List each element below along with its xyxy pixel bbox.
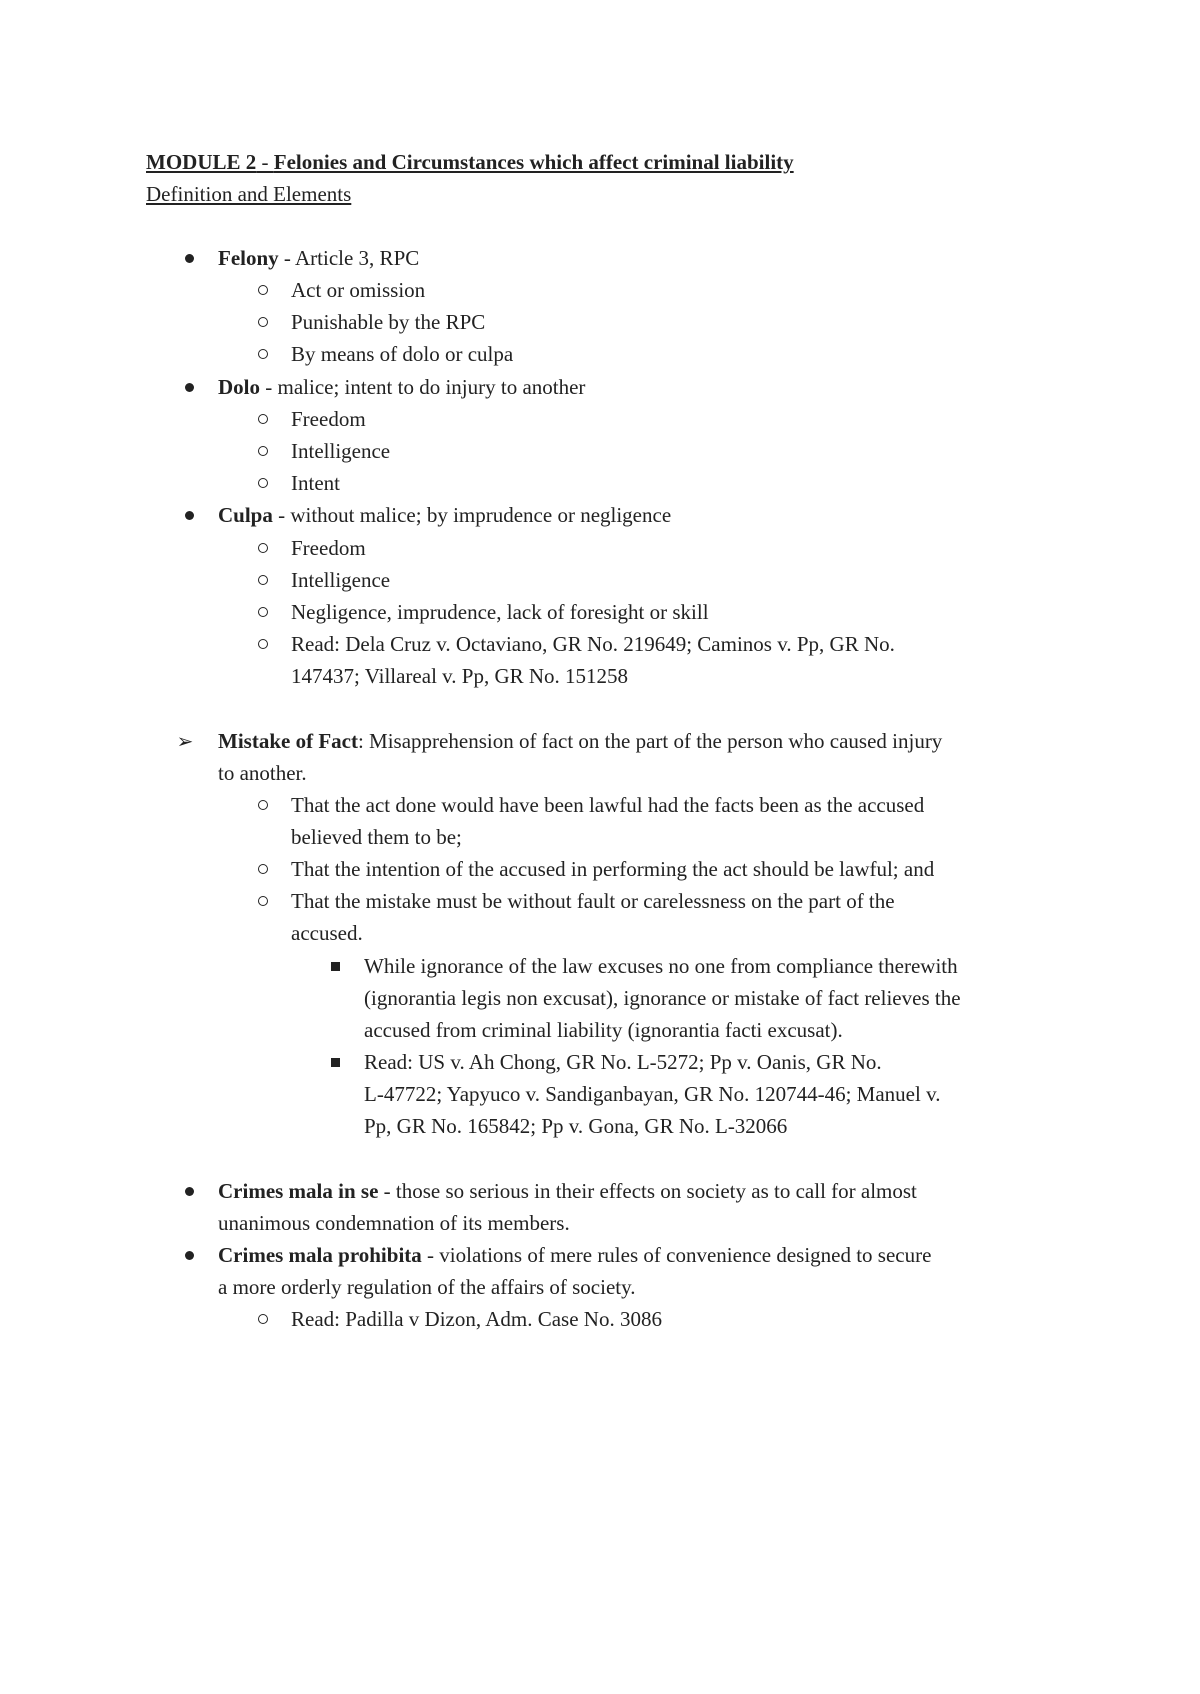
list-item bbox=[0, 853, 1200, 885]
list-item-continuation bbox=[0, 1271, 1200, 1303]
list-item-text: Read: Padilla v Dizon, Adm. Case No. 3086 bbox=[291, 1307, 662, 1331]
list-item-text: Intent bbox=[291, 471, 340, 495]
list-item-mistake-of-fact bbox=[0, 725, 1200, 757]
term-desc: - malice; intent to do injury to another bbox=[260, 375, 586, 399]
list-item-mala-prohibita bbox=[0, 1239, 1200, 1271]
list-item bbox=[0, 628, 1200, 660]
module-topic: Felonies and Circumstances which affect criminal liability bbox=[273, 150, 794, 174]
bullet-circle bbox=[252, 403, 274, 435]
bullet-circle bbox=[252, 1303, 274, 1335]
list-item-text: L-47722; Yapyuco v. Sandiganbayan, GR No. 120744-46; Manuel v. bbox=[364, 1082, 941, 1106]
term-desc: - violations of mere rules of convenience designed to secure bbox=[421, 1243, 932, 1267]
list-item-dolo bbox=[0, 371, 1200, 403]
bullet-circle bbox=[252, 532, 274, 564]
bullet-disc bbox=[178, 499, 200, 531]
list-item-continuation bbox=[0, 1014, 1200, 1046]
list-item-continuation bbox=[0, 917, 1200, 949]
list-item-text: While ignorance of the law excuses no one from compliance therewith bbox=[364, 954, 958, 978]
list-item-text: Act or omission bbox=[291, 278, 426, 302]
term-desc-continued: unanimous condemnation of its members. bbox=[218, 1211, 570, 1235]
bullet-square bbox=[324, 950, 346, 982]
bullet-circle bbox=[252, 596, 274, 628]
list-item-text: That the mistake must be without fault or carelessness on the part of the bbox=[291, 889, 895, 913]
list-item-continuation bbox=[0, 1078, 1200, 1110]
bullet-disc bbox=[178, 371, 200, 403]
list-item-text: Freedom bbox=[291, 536, 366, 560]
list-item bbox=[0, 306, 1200, 338]
list-item bbox=[0, 467, 1200, 499]
bullet-disc bbox=[178, 242, 200, 274]
bullet-circle bbox=[252, 338, 274, 370]
list-item bbox=[0, 885, 1200, 917]
list-item-continuation bbox=[0, 757, 1200, 789]
term-desc: - without malice; by imprudence or negligence bbox=[272, 503, 672, 527]
list-item bbox=[0, 950, 1200, 982]
list-item-text: (ignorantia legis non excusat), ignorance or mistake of fact relieves the bbox=[364, 986, 961, 1010]
list-item-text: Negligence, imprudence, lack of foresight or skill bbox=[291, 600, 709, 624]
list-item-continuation bbox=[0, 1110, 1200, 1142]
list-item bbox=[0, 403, 1200, 435]
list-item bbox=[0, 532, 1200, 564]
bullet-disc bbox=[178, 1239, 200, 1271]
bullet-square bbox=[324, 1046, 346, 1078]
list-item-text: Read: US v. Ah Chong, GR No. L-5272; Pp v. Oanis, GR No. bbox=[364, 1050, 882, 1074]
list-item-text: Freedom bbox=[291, 407, 366, 431]
bullet-circle bbox=[252, 628, 274, 660]
bullet-disc bbox=[178, 1175, 200, 1207]
term-culpa: Culpa bbox=[218, 503, 273, 527]
list-item-text: By means of dolo or culpa bbox=[291, 342, 514, 366]
term-mistake-of-fact: Mistake of Fact bbox=[218, 729, 358, 753]
list-item-continuation bbox=[0, 1207, 1200, 1239]
term-felony: Felony bbox=[218, 246, 279, 270]
list-item-text: Intelligence bbox=[291, 568, 391, 592]
list-item bbox=[0, 435, 1200, 467]
list-item-mala-in-se bbox=[0, 1175, 1200, 1207]
list-item-felony bbox=[0, 242, 1200, 274]
bullet-circle bbox=[252, 467, 274, 499]
list-item-text: accused from criminal liability (ignorantia facti excusat). bbox=[364, 1018, 843, 1042]
list-item-text: That the act done would have been lawful had the facts been as the accused bbox=[291, 793, 925, 817]
term-mala-prohibita: Crimes mala prohibita bbox=[218, 1243, 422, 1267]
bullet-arrow: ➢ bbox=[176, 729, 194, 753]
list-item-culpa bbox=[0, 499, 1200, 531]
term-desc: - Article 3, RPC bbox=[278, 246, 420, 270]
list-item bbox=[0, 274, 1200, 306]
bullet-circle bbox=[252, 435, 274, 467]
list-item bbox=[0, 564, 1200, 596]
bullet-circle bbox=[252, 274, 274, 306]
list-item-continuation bbox=[0, 982, 1200, 1014]
list-item bbox=[0, 789, 1200, 821]
list-item-text: Read: Dela Cruz v. Octaviano, GR No. 219649; Caminos v. Pp, GR No. bbox=[291, 632, 895, 656]
list-item-text: believed them to be; bbox=[291, 825, 462, 849]
list-item-text: accused. bbox=[291, 921, 363, 945]
page-title bbox=[146, 146, 794, 178]
term-desc-continued: to another. bbox=[218, 761, 307, 785]
list-item-text: Pp, GR No. 165842; Pp v. Gona, GR No. L-32066 bbox=[364, 1114, 788, 1138]
bullet-circle bbox=[252, 564, 274, 596]
term-desc: : Misapprehension of fact on the part of the person who caused injury bbox=[357, 729, 943, 753]
list-item-text: That the intention of the accused in performing the act should be lawful; and bbox=[291, 857, 935, 881]
term-desc-continued: a more orderly regulation of the affairs of society. bbox=[218, 1275, 636, 1299]
term-dolo: Dolo bbox=[218, 375, 260, 399]
bullet-circle bbox=[252, 306, 274, 338]
list-item-continuation bbox=[0, 821, 1200, 853]
list-item bbox=[0, 338, 1200, 370]
section-subtitle: Definition and Elements bbox=[146, 182, 352, 206]
module-label: MODULE 2 bbox=[146, 150, 257, 174]
bullet-circle bbox=[252, 853, 274, 885]
list-item-text: 147437; Villareal v. Pp, GR No. 151258 bbox=[291, 664, 629, 688]
term-mala-in-se: Crimes mala in se bbox=[218, 1179, 379, 1203]
title-separator: - bbox=[256, 150, 274, 174]
list-item-continuation bbox=[0, 660, 1200, 692]
list-item bbox=[0, 596, 1200, 628]
bullet-circle bbox=[252, 789, 274, 821]
list-item bbox=[0, 1303, 1200, 1335]
list-item-text: Punishable by the RPC bbox=[291, 310, 486, 334]
bullet-circle bbox=[252, 885, 274, 917]
list-item-text: Intelligence bbox=[291, 439, 391, 463]
term-desc: - those so serious in their effects on society as to call for almost bbox=[378, 1179, 917, 1203]
list-item bbox=[0, 1046, 1200, 1078]
